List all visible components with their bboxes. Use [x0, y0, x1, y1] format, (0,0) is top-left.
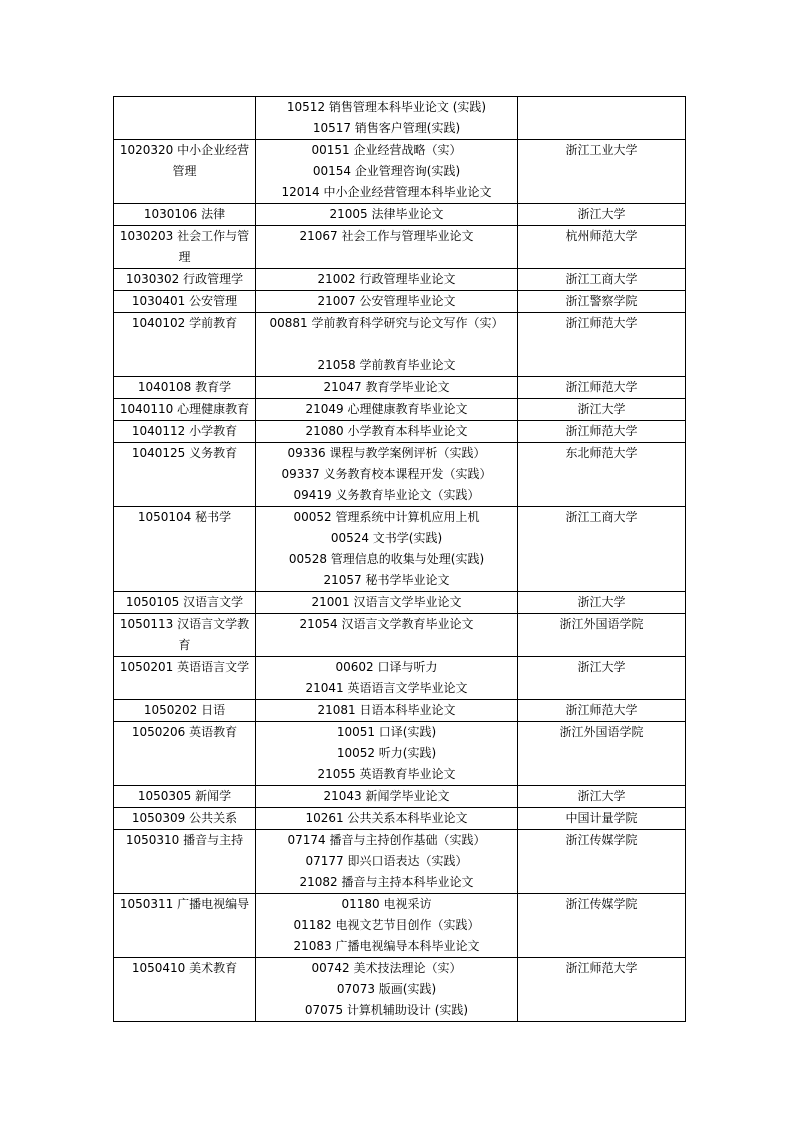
major-cell: 1030401 公安管理	[114, 291, 256, 313]
table-row	[114, 592, 686, 614]
courses-cell	[256, 421, 518, 443]
school-cell: 浙江外国语学院	[518, 722, 686, 786]
major-cell: 1040125 义务教育	[114, 443, 256, 507]
courses-cell	[256, 830, 518, 894]
table-row	[114, 140, 686, 204]
school-cell: 浙江传媒学院	[518, 894, 686, 958]
courses-cell	[256, 291, 518, 313]
course-line: 21005 法律毕业论文	[329, 207, 444, 221]
school-cell: 浙江大学	[518, 592, 686, 614]
school-cell: 浙江警察学院	[518, 291, 686, 313]
major-cell	[114, 97, 256, 140]
course-line: 21049 心理健康教育毕业论文	[305, 402, 468, 416]
major-cell: 1050309 公共关系	[114, 808, 256, 830]
course-line: 12014 中小企业经营管理本科毕业论文	[281, 185, 492, 199]
major-cell: 1050410 美术教育	[114, 958, 256, 1022]
course-line: 21082 播音与主持本科毕业论文	[299, 875, 474, 889]
school-cell: 浙江大学	[518, 399, 686, 421]
school-cell: 东北师范大学	[518, 443, 686, 507]
table-row	[114, 894, 686, 958]
major-cell: 1050105 汉语言文学	[114, 592, 256, 614]
course-line: 07177 即兴口语表达（实践）	[305, 854, 468, 868]
major-cell: 1040108 教育学	[114, 377, 256, 399]
courses-cell	[256, 592, 518, 614]
major-cell: 1050206 英语教育	[114, 722, 256, 786]
course-line: 21058 学前教育毕业论文	[317, 358, 456, 372]
table-row	[114, 830, 686, 894]
course-line: 01182 电视文艺节目创作（实践）	[293, 918, 480, 932]
course-line: 21080 小学教育本科毕业论文	[305, 424, 468, 438]
table-row	[114, 808, 686, 830]
table-row	[114, 657, 686, 700]
school-cell: 浙江工业大学	[518, 140, 686, 204]
course-line: 00524 文书学(实践)	[330, 531, 443, 545]
courses-cell	[256, 958, 518, 1022]
course-line: 21081 日语本科毕业论文	[317, 703, 456, 717]
major-cell: 1050113 汉语言文学教育	[114, 614, 256, 657]
major-cell: 1050104 秘书学	[114, 507, 256, 592]
course-line: 21054 汉语言文学教育毕业论文	[299, 617, 474, 631]
school-cell: 浙江师范大学	[518, 313, 686, 377]
course-line: 21083 广播电视编导本科毕业论文	[293, 939, 480, 953]
courses-cell	[256, 204, 518, 226]
table-row	[114, 700, 686, 722]
table-row	[114, 226, 686, 269]
table-row	[114, 421, 686, 443]
courses-cell	[256, 507, 518, 592]
school-cell: 浙江传媒学院	[518, 830, 686, 894]
course-line: 21067 社会工作与管理毕业论文	[299, 229, 474, 243]
course-line: 21007 公安管理毕业论文	[317, 294, 456, 308]
school-cell: 杭州师范大学	[518, 226, 686, 269]
school-cell: 浙江大学	[518, 657, 686, 700]
school-cell: 浙江师范大学	[518, 421, 686, 443]
course-line: 21055 英语教育毕业论文	[317, 767, 456, 781]
course-line: 21047 教育学毕业论文	[323, 380, 450, 394]
major-cell: 1050305 新闻学	[114, 786, 256, 808]
courses-cell	[256, 722, 518, 786]
table-row	[114, 614, 686, 657]
courses-cell	[256, 614, 518, 657]
course-line: 00052 管理系统中计算机应用上机	[293, 510, 480, 524]
school-cell: 中国计量学院	[518, 808, 686, 830]
major-cell: 1040112 小学教育	[114, 421, 256, 443]
course-line: 21041 英语语言文学毕业论文	[305, 681, 468, 695]
course-line: 10051 口译(实践)	[336, 725, 437, 739]
courses-cell	[256, 808, 518, 830]
course-line: 09337 义务教育校本课程开发（实践）	[281, 467, 492, 481]
major-cell: 1040102 学前教育	[114, 313, 256, 377]
major-cell: 1050310 播音与主持	[114, 830, 256, 894]
school-cell: 浙江师范大学	[518, 377, 686, 399]
major-cell: 1050311 广播电视编导	[114, 894, 256, 958]
school-cell: 浙江工商大学	[518, 507, 686, 592]
courses-cell	[256, 377, 518, 399]
courses-cell	[256, 700, 518, 722]
school-cell	[518, 97, 686, 140]
course-line: 10261 公共关系本科毕业论文	[305, 811, 468, 825]
table-row	[114, 313, 686, 377]
courses-cell	[256, 443, 518, 507]
table-row	[114, 399, 686, 421]
table-row	[114, 291, 686, 313]
courses-cell	[256, 786, 518, 808]
school-cell: 浙江师范大学	[518, 958, 686, 1022]
school-cell: 浙江师范大学	[518, 700, 686, 722]
school-cell: 浙江大学	[518, 786, 686, 808]
school-cell: 浙江外国语学院	[518, 614, 686, 657]
courses-cell	[256, 894, 518, 958]
major-cell: 1030203 社会工作与管理	[114, 226, 256, 269]
course-line: 10512 销售管理本科毕业论文 (实践)	[286, 100, 487, 114]
courses-cell	[256, 140, 518, 204]
course-table	[113, 96, 686, 1022]
courses-cell	[256, 657, 518, 700]
course-line: 00528 管理信息的收集与处理(实践)	[288, 552, 485, 566]
table-row	[114, 507, 686, 592]
table-row	[114, 204, 686, 226]
course-line: 07073 版画(实践)	[336, 982, 437, 996]
table-body	[114, 97, 686, 1022]
course-line: 00154 企业管理咨询(实践)	[312, 164, 461, 178]
course-line: 00742 美术技法理论（实）	[311, 961, 462, 975]
table-row	[114, 443, 686, 507]
table-row	[114, 722, 686, 786]
major-cell: 1030106 法律	[114, 204, 256, 226]
courses-cell	[256, 97, 518, 140]
school-cell: 浙江大学	[518, 204, 686, 226]
table-row	[114, 97, 686, 140]
course-line: 07174 播音与主持创作基础（实践）	[287, 833, 486, 847]
table-row	[114, 269, 686, 291]
courses-cell	[256, 313, 518, 377]
courses-cell	[256, 399, 518, 421]
course-line: 07075 计算机辅助设计 (实践)	[304, 1003, 469, 1017]
course-line: 21043 新闻学毕业论文	[323, 789, 450, 803]
course-line: 21001 汉语言文学毕业论文	[311, 595, 462, 609]
course-line: 01180 电视采访	[341, 897, 432, 911]
course-line: 09419 义务教育毕业论文（实践）	[293, 488, 480, 502]
major-cell: 1050201 英语语言文学	[114, 657, 256, 700]
course-line: 09336 课程与教学案例评析（实践）	[287, 446, 486, 460]
course-line: 10517 销售客户管理(实践)	[312, 121, 461, 135]
course-line: 00881 学前教育科学研究与论文写作（实）	[269, 316, 504, 330]
table-row	[114, 377, 686, 399]
blank-line	[260, 334, 513, 355]
course-line: 00151 企业经营战略（实）	[311, 143, 462, 157]
course-line: 10052 听力(实践)	[336, 746, 437, 760]
course-line: 21002 行政管理毕业论文	[317, 272, 456, 286]
major-cell: 1030302 行政管理学	[114, 269, 256, 291]
courses-cell	[256, 226, 518, 269]
major-cell: 1020320 中小企业经营管理	[114, 140, 256, 204]
course-line: 21057 秘书学毕业论文	[323, 573, 450, 587]
school-cell: 浙江工商大学	[518, 269, 686, 291]
major-cell: 1040110 心理健康教育	[114, 399, 256, 421]
course-line: 00602 口译与听力	[335, 660, 438, 674]
table-row	[114, 958, 686, 1022]
table-row	[114, 786, 686, 808]
major-cell: 1050202 日语	[114, 700, 256, 722]
courses-cell	[256, 269, 518, 291]
